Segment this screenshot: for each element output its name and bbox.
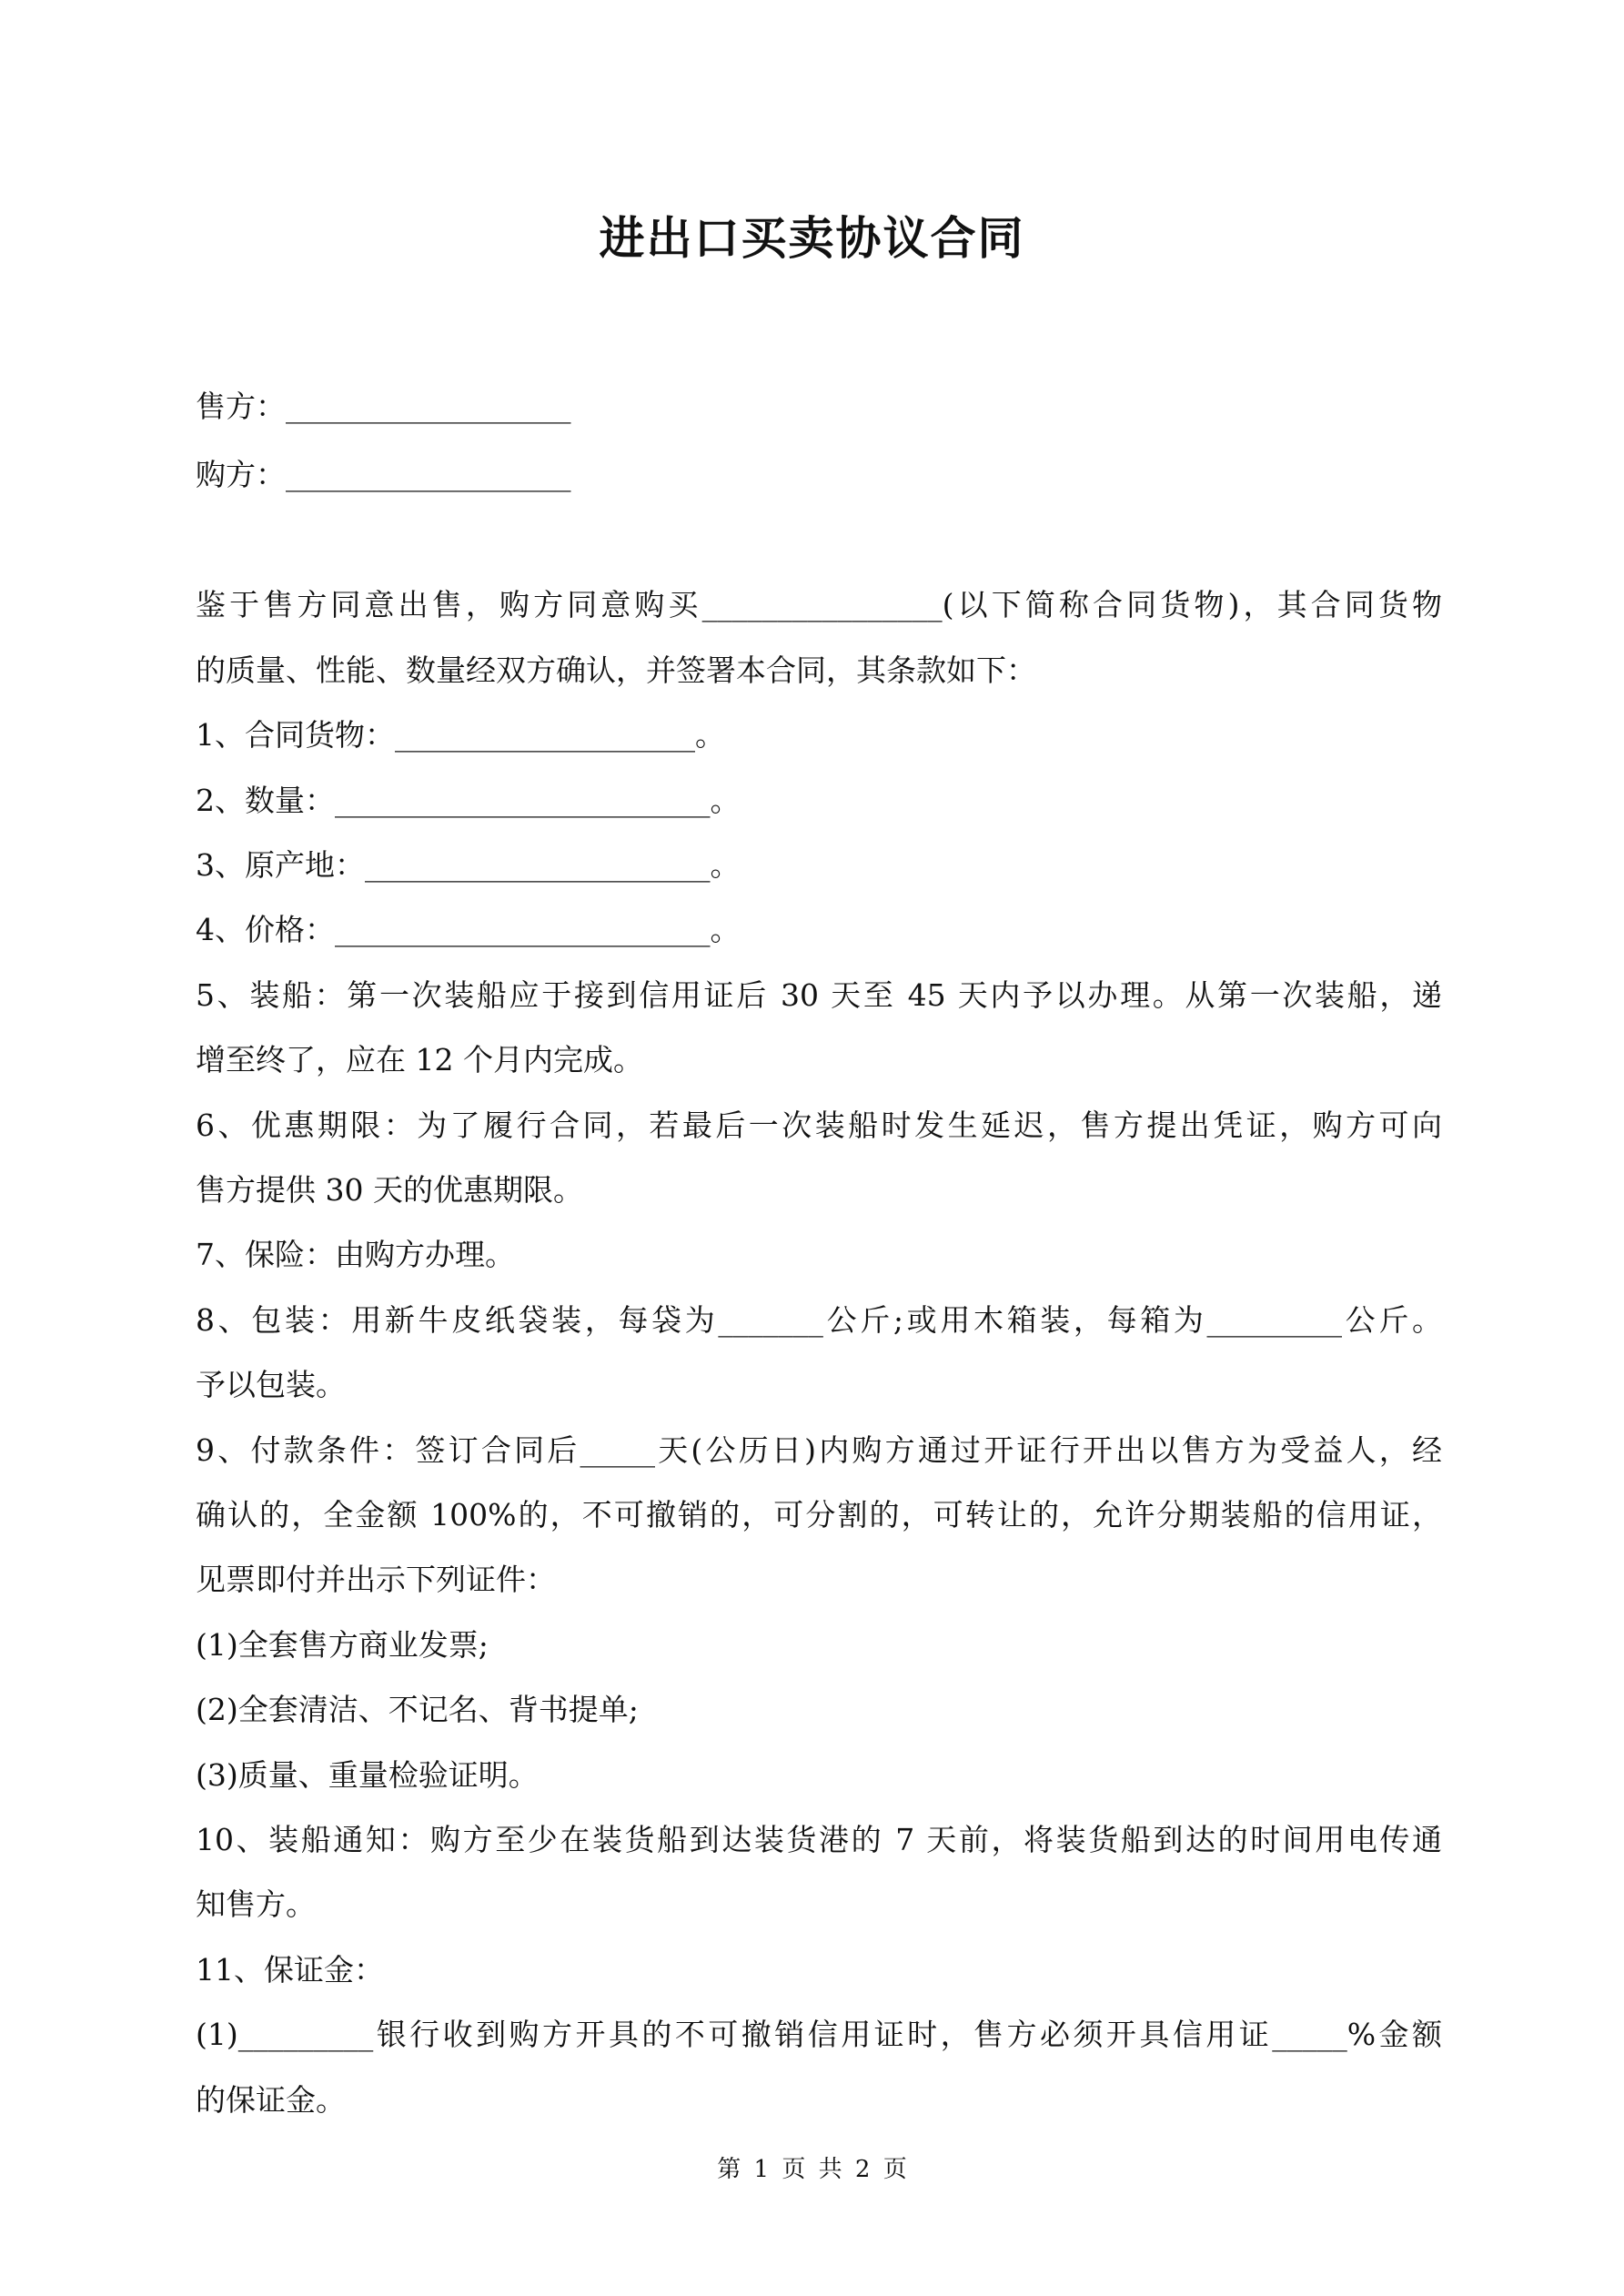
clause-3-origin: 3、原产地：_______________________。	[196, 847, 741, 883]
clause-5-shipment-line-1: 5、装船：第一次装船应于接到信用证后 30 天至 45 天内予以办理。从第一次装船，递	[196, 977, 1442, 1013]
clause-8-packing-line-1: 8、包装：用新牛皮纸袋装，每袋为_______公斤;或用木箱装，每箱为_________公斤。	[196, 1302, 1442, 1338]
clause-9-item-1: (1)全套售方商业发票;	[196, 1627, 489, 1663]
clause-11-item-1-line-2: 的保证金。	[196, 2082, 346, 2118]
clause-9-item-2: (2)全套清洁、不记名、背书提单;	[196, 1692, 639, 1727]
clause-7-insurance: 7、保险：由购方办理。	[196, 1237, 515, 1272]
clause-4-price: 4、价格：_________________________。	[196, 912, 741, 947]
clause-10-notice-line-1: 10、装船通知：购方至少在装货船到达装货港的 7 天前，将装货船到达的时间用电传通	[196, 1822, 1442, 1857]
preamble-line-2: 的质量、性能、数量经双方确认，并签署本合同，其条款如下：	[196, 652, 1036, 688]
clause-5-shipment-line-2: 增至终了，应在 12 个月内完成。	[196, 1042, 643, 1077]
clause-6-grace-line-2: 售方提供 30 天的优惠期限。	[196, 1172, 583, 1208]
clause-10-notice-line-2: 知售方。	[196, 1886, 316, 1922]
clause-1-goods: 1、合同货物：____________________。	[196, 717, 725, 753]
clause-9-payment-line-2: 确认的，全金额 100%的，不可撤销的，可分割的，可转让的，允许分期装船的信用证，	[196, 1497, 1442, 1532]
clause-8-packing-line-2: 予以包装。	[196, 1367, 346, 1402]
clause-11-deposit-heading: 11、保证金：	[196, 1952, 384, 1988]
clause-2-quantity: 2、数量：_________________________。	[196, 783, 741, 818]
buyer-field: 购方：___________________	[196, 457, 571, 492]
clause-6-grace-line-1: 6、优惠期限：为了履行合同，若最后一次装船时发生延迟，售方提出凭证，购方可向	[196, 1108, 1442, 1143]
clause-9-item-3: (3)质量、重量检验证明。	[196, 1757, 539, 1793]
clause-11-item-1-line-1: (1)_________银行收到购方开具的不可撤销信用证时，售方必须开具信用证_____%金额	[196, 2017, 1442, 2052]
seller-field: 售方：___________________	[196, 389, 571, 424]
clause-9-payment-line-1: 9、付款条件：签订合同后_____天(公历日)内购方通过开证行开出以售方为受益人，经	[196, 1432, 1442, 1468]
clause-9-payment-line-3: 见票即付并出示下列证件：	[196, 1562, 556, 1597]
document-title: 进出口买卖协议合同	[599, 211, 1025, 265]
page-number: 第 1 页 共 2 页	[717, 2156, 907, 2183]
preamble-line-1: 鉴于售方同意出售，购方同意购买________________(以下简称合同货物)，其合同货物	[196, 587, 1442, 622]
